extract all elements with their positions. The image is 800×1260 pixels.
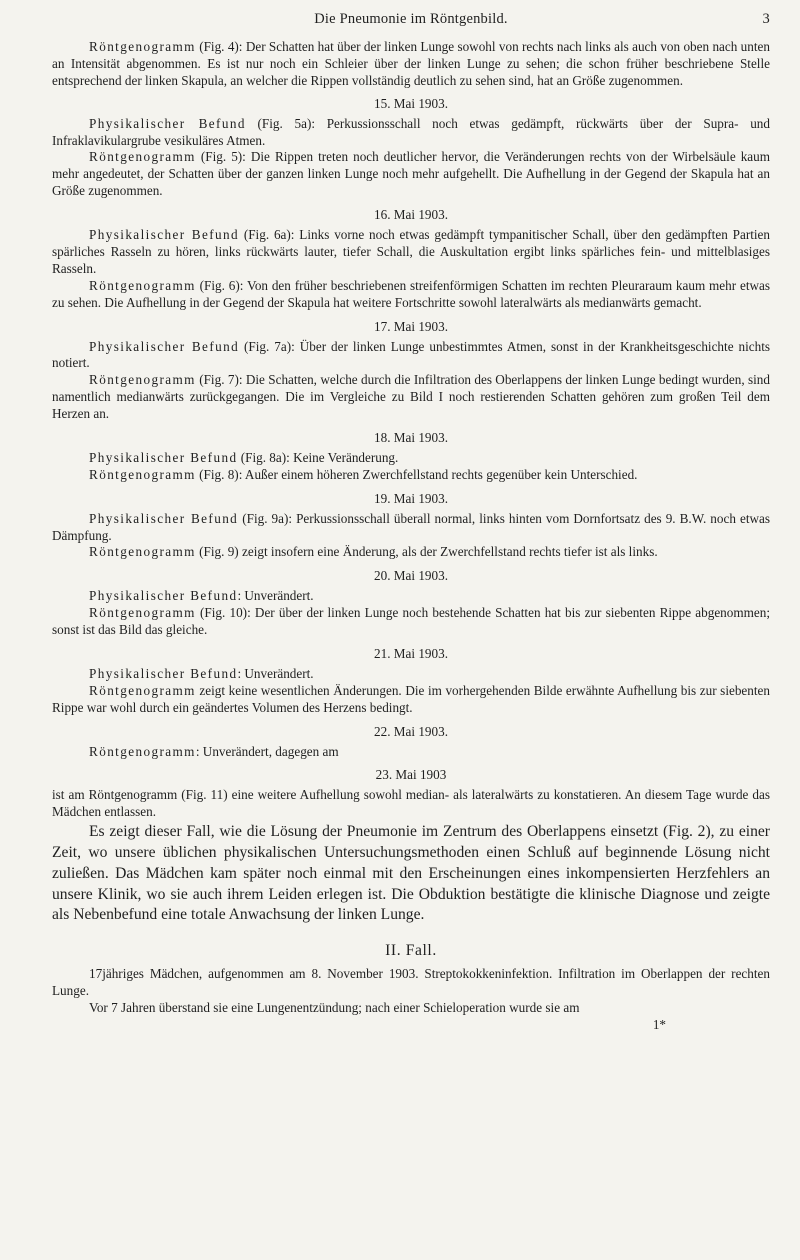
paragraph	[52, 149, 770, 200]
paragraph	[52, 467, 770, 484]
paragraph-text: (Fig. 4): Der Schatten hat über der linken Lunge sowohl von rechts nach links als auch von oben nach unten an Intensität abgenommen. Es ist nur noch ein Schleier über der linken Lunge zu sehen; die schon früher beschriebene Stelle entsprechend der linken Skapula, an welcher die Rippen vollständig deutlich zu sehen sind, hat an Größe zugenommen.	[52, 39, 770, 88]
paragraph-label: Physikalischer Befund	[89, 338, 240, 354]
paragraph: 17jähriges Mädchen, aufgenommen am 8. November 1903. Streptokokkeninfektion. Infiltration im Oberlappen der rechten Lunge.	[52, 966, 770, 999]
paragraph	[52, 605, 770, 639]
paragraph-text: (Fig. 6a): Links vorne noch etwas gedämpft tympanitischer Schall, über den gedämpften Partien spärliches Rasseln zu hören, links rückwärts lauter, tiefer Schall, die Auskultation ergibt links spärliches fein- und mittelblasiges Rasseln.	[52, 227, 770, 276]
paragraph-text: : Unverändert.	[237, 665, 314, 681]
paragraph	[52, 544, 770, 561]
paragraph-label: Röntgenogramm	[89, 682, 196, 698]
paragraph-label: Röntgenogramm	[89, 39, 196, 54]
paragraph-label: Röntgenogramm	[89, 149, 196, 165]
paragraph-label: Physikalischer Befund	[89, 115, 246, 131]
paragraph	[52, 666, 770, 683]
paragraph-text: (Fig. 5a): Perkussionsschall noch etwas gedämpft, rückwärts über der Supra- und Infraklavikulargrube vesikuläres Atmen.	[52, 115, 770, 148]
summary-paragraph: Es zeigt dieser Fall, wie die Lösung der Pneumonie im Zentrum des Oberlappens einsetzt (Fig. 2), zu einer Zeit, wo unsere üblichen physikalischen Untersuchungsmethoden einen Schluß auf beginnende Lösung nicht zuließen. Das Mädchen kam später noch einmal mit den Erscheinungen eines inkompensierten Herzfehlers an unsere Klinik, wo sie auch ihrem Leiden erlegen ist. Die Obduktion bestätigte die klinische Diagnose und zeigte als Nebenbefund eine totale Anwachsung der linken Lunge.	[52, 823, 770, 924]
paragraph-label: Röntgenogramm	[89, 277, 196, 293]
paragraph-text: (Fig. 7): Die Schatten, welche durch die Infiltration des Oberlappens der linken Lunge bedingt wurden, sind namentlich medianwärts zurückgegangen. Die im Vergleiche zu Bild I noch restierenden Schatten gehören zum großen Teil dem Herzen an.	[52, 372, 770, 422]
paragraph	[52, 227, 770, 278]
paragraph	[52, 39, 770, 90]
paragraph-text: (Fig. 7a): Über der linken Lunge unbestimmtes Atmen, sonst in der Krankheitsgeschichte nichts notiert.	[52, 338, 770, 371]
signature-mark: 1*	[652, 1016, 666, 1032]
paragraph-label: Röntgenogramm	[89, 743, 196, 759]
date-heading: 17. Mai 1903.	[374, 318, 448, 334]
paragraph-label: Röntgenogramm	[89, 605, 196, 621]
paragraph-text: (Fig. 10): Der über der linken Lunge noch bestehende Schatten hat bis zur siebenten Rippe abgenommen; sonst ist das Bild das gleiche.	[52, 605, 770, 638]
paragraph-text: (Fig. 8a): Keine Veränderung.	[237, 449, 399, 465]
date-heading: 21. Mai 1903.	[374, 646, 448, 661]
paragraph-label: Röntgenogramm	[89, 466, 196, 482]
paragraph	[52, 511, 770, 545]
running-title: Die Pneumonie im Röntgenbild.	[314, 11, 508, 27]
paragraph-text: zeigt keine wesentlichen Änderungen. Die im vorhergehenden Bilde erwähnte Aufhellung bis zur siebenten Rippe war wohl durch ein geändertes Volumen des Herzens bedingt.	[52, 682, 770, 715]
paragraph-label: Physikalischer Befund	[89, 588, 238, 604]
paragraph-label: Physikalischer Befund	[89, 227, 239, 243]
paragraph-label: Röntgenogramm	[89, 372, 196, 388]
paragraph: ist am Röntgenogramm (Fig. 11) eine weitere Aufhellung sowohl median- als lateralwärts zu konstatieren. An diesem Tage wurde das Mädchen entlassen.	[52, 787, 770, 820]
main-text	[52, 39, 770, 1033]
paragraph	[52, 588, 770, 605]
paragraph	[52, 278, 770, 312]
paragraph-text: : Unverändert.	[237, 588, 314, 604]
paragraph: Vor 7 Jahren überstand sie eine Lungenentzündung; nach einer Schieloperation wurde sie am	[89, 999, 580, 1015]
running-header	[52, 11, 770, 31]
paragraph-text: (Fig. 6): Von den früher beschriebenen streifenförmigen Schatten im rechten Pleuraraum kaum mehr etwas zu sehen. Die Aufhellung in der Gegend der Skapula hat weitere Fortschritte sowohl lateralwärts als medianwärts gemacht.	[52, 277, 770, 310]
page-number: 3	[762, 11, 770, 27]
paragraph-text: (Fig. 9) zeigt insofern eine Änderung, als der Zwerchfellstand rechts tiefer ist als links.	[195, 544, 658, 560]
paragraph	[52, 116, 770, 150]
paragraph-label: Physikalischer Befund	[89, 449, 238, 465]
paragraph-text: (Fig. 8): Außer einem höheren Zwerchfellstand rechts gegenüber kein Unterschied.	[195, 466, 638, 482]
paragraph	[52, 372, 770, 423]
date-heading: 22. Mai 1903.	[374, 723, 448, 739]
paragraph	[52, 339, 770, 373]
paragraph-text: : Unverändert, dagegen am	[195, 743, 339, 759]
date-heading: 15. Mai 1903.	[374, 95, 448, 111]
document-page	[52, 0, 770, 1260]
paragraph	[52, 450, 770, 467]
paragraph-text: (Fig. 5): Die Rippen treten noch deutlicher hervor, die Veränderungen rechts von der Wirbelsäule kaum mehr angedeutet, der Schatten über der ganzen linken Lunge noch mehr aufgehellt. Die Aufhellung in der Gegend der Skapula hat an Größe zugenommen.	[52, 149, 770, 199]
section-heading: II. Fall.	[385, 942, 437, 960]
date-heading: 18. Mai 1903.	[374, 430, 448, 446]
paragraph	[52, 744, 770, 761]
date-heading: 23. Mai 1903	[375, 767, 447, 783]
paragraph-label: Physikalischer Befund	[89, 665, 238, 681]
paragraph	[52, 683, 770, 717]
paragraph-label: Physikalischer Befund	[89, 510, 239, 526]
date-heading: 16. Mai 1903.	[374, 207, 448, 223]
date-heading: 19. Mai 1903.	[374, 490, 448, 506]
paragraph-label: Röntgenogramm	[89, 544, 196, 560]
paragraph-text: (Fig. 9a): Perkussionsschall überall normal, links hinten vom Dornfortsatz des 9. B.W. noch etwas Dämpfung.	[52, 510, 771, 543]
date-heading: 20. Mai 1903.	[374, 568, 448, 584]
